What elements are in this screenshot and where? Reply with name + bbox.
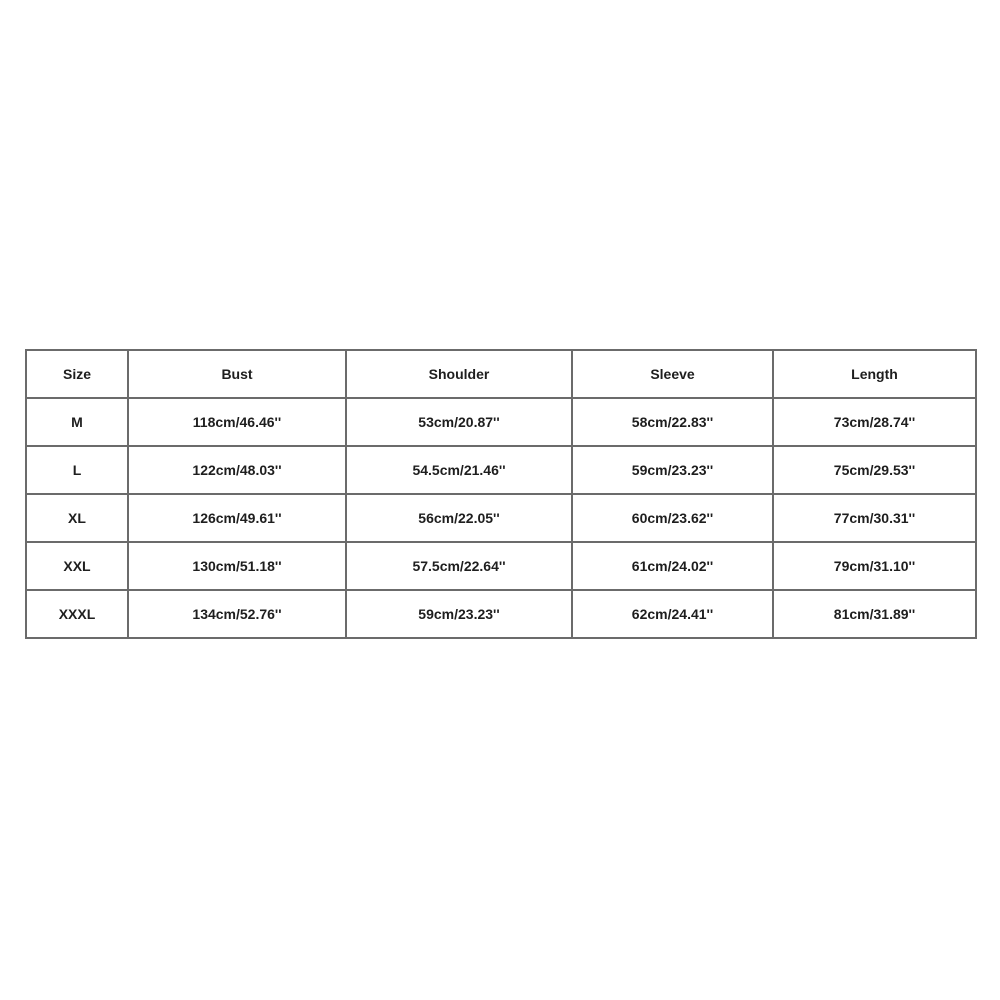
size-cell: XXL (26, 542, 128, 590)
size-cell: M (26, 398, 128, 446)
bust-cell: 134cm/52.76'' (128, 590, 346, 638)
size-chart-table (25, 349, 977, 639)
column-header-bust: Bust (128, 350, 346, 398)
sleeve-cell: 61cm/24.02'' (572, 542, 773, 590)
shoulder-cell: 56cm/22.05'' (346, 494, 572, 542)
table-row (26, 542, 976, 590)
bust-cell: 126cm/49.61'' (128, 494, 346, 542)
length-cell: 77cm/30.31'' (773, 494, 976, 542)
bust-cell: 118cm/46.46'' (128, 398, 346, 446)
size-cell: XXXL (26, 590, 128, 638)
column-header-length: Length (773, 350, 976, 398)
table-row (26, 398, 976, 446)
sleeve-cell: 62cm/24.41'' (572, 590, 773, 638)
column-header-shoulder: Shoulder (346, 350, 572, 398)
shoulder-cell: 57.5cm/22.64'' (346, 542, 572, 590)
size-cell: XL (26, 494, 128, 542)
shoulder-cell: 53cm/20.87'' (346, 398, 572, 446)
sleeve-cell: 59cm/23.23'' (572, 446, 773, 494)
shoulder-cell: 59cm/23.23'' (346, 590, 572, 638)
shoulder-cell: 54.5cm/21.46'' (346, 446, 572, 494)
length-cell: 79cm/31.10'' (773, 542, 976, 590)
bust-cell: 130cm/51.18'' (128, 542, 346, 590)
column-header-sleeve: Sleeve (572, 350, 773, 398)
length-cell: 75cm/29.53'' (773, 446, 976, 494)
bust-cell: 122cm/48.03'' (128, 446, 346, 494)
table-row (26, 446, 976, 494)
sleeve-cell: 60cm/23.62'' (572, 494, 773, 542)
sleeve-cell: 58cm/22.83'' (572, 398, 773, 446)
length-cell: 81cm/31.89'' (773, 590, 976, 638)
column-header-size: Size (26, 350, 128, 398)
size-cell: L (26, 446, 128, 494)
table-row (26, 494, 976, 542)
length-cell: 73cm/28.74'' (773, 398, 976, 446)
table-header-row (26, 350, 976, 398)
table-row (26, 590, 976, 638)
